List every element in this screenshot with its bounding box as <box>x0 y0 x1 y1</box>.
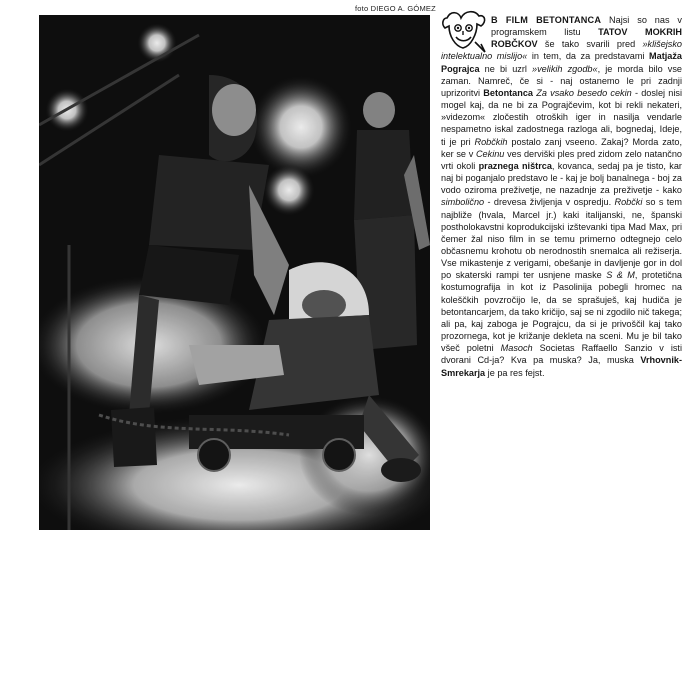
article-segment: in tem, da za predstavami <box>527 51 650 62</box>
article-segment: , kovanca, sedaj pa je tisto, kar naj bi poganjalo predstavo le - kaj je bolj banalnega - boj za vodo oziroma preživetje, ne nazadnje za preživetje - kako <box>441 160 682 196</box>
article-segment: Betontanca <box>483 87 533 98</box>
article-text <box>441 14 682 379</box>
article-segment: postalo zanj vseeno. Zakaj? Morda zato, ker se v <box>441 136 682 159</box>
article-segment: simbolično <box>441 197 485 208</box>
article-segment: praznega ništrca <box>478 160 552 171</box>
article-segment: - drevesa življenja v ospredju. <box>484 197 615 208</box>
column-divider <box>430 15 433 530</box>
article-segment: Za vsako besedo cekin <box>536 87 632 98</box>
article-segment: Matjaža Pograjca <box>441 51 682 74</box>
article-segment: , protetična kostumografija in kot iz Pasolinija pobegli hromec na koleščkih povzročijo le, da se sprašuješ, kaj hudiča je betontancarjem, da tako kričijo, saj se ni zgodilo nič takega; ali pa, kaj zaboga je Pograjcu, da si je privoščil kaj tako prozornega, kot je križanje dekleta na sceni. Mu je bil tako všeč poletni <box>441 270 682 354</box>
article-segment: Cekinu <box>475 148 505 159</box>
performance-photo <box>39 15 430 530</box>
article-segment: še tako svarili pred <box>537 39 643 50</box>
article-segment: S & M <box>606 270 635 281</box>
article-segment: so s tem najbliže (hvala, Marcel jr.) kaki italijanski, ne, španski postholokavstni koprodukcijski izštevanki tipa Mad Max, pri čemer žal niso film in se temu primerno odtegnejo celo občasnemu krohotu ob nerodnostih snemalca ali režiserja. Vse mikastenje z verigami, obešanje in davljenje gor in dol po skaterski rampi ter usnjene maske <box>441 197 682 281</box>
article-segment: Masoch <box>500 343 533 354</box>
article-segment: Robčki <box>614 197 643 208</box>
article-segment: Najsi so nas v programskem listu <box>491 15 682 38</box>
article-segment: TATOV MOKRIH ROBČKOV <box>491 27 682 50</box>
photo-credit: foto DIEGO A. GÓMEZ <box>355 4 436 13</box>
article-headline: B FILM BETONTANCA <box>491 15 602 25</box>
article-segment: Vrhovnik-Smrekarja <box>441 355 682 378</box>
article-segment: Societas Raffaello Sanzio v isti dvorani Cd-ja? Kva pa muska? Ja, muska <box>441 343 682 366</box>
article-segment: Robčkih <box>474 136 508 147</box>
article-segment: ves derviški ples pred zidom zelo natančno vrti okoli <box>441 148 682 171</box>
article-body <box>441 15 682 378</box>
article-segment: ne bi uzrl <box>479 63 533 74</box>
article-segment: »velikih zgodb« <box>532 63 598 74</box>
article-segment: , je morda bilo vse zaman. Namreč, če si - naj ostanemo le pri zadnji uprizoritvi <box>441 63 682 98</box>
article-segment: je pa res fejst. <box>485 367 545 378</box>
article-segment: »klišejsko intelektualno mislijo« <box>441 39 682 62</box>
article-segment: - doslej nisi mogel kaj, da ne bi za Pograjčevim, kot bi rekli nekateri, »videzom« zločestih otroških iger in nasilja vendarle nespametno iskal zadostnega razloga ali, bognedaj, Ideje, ti je pri <box>441 87 682 147</box>
